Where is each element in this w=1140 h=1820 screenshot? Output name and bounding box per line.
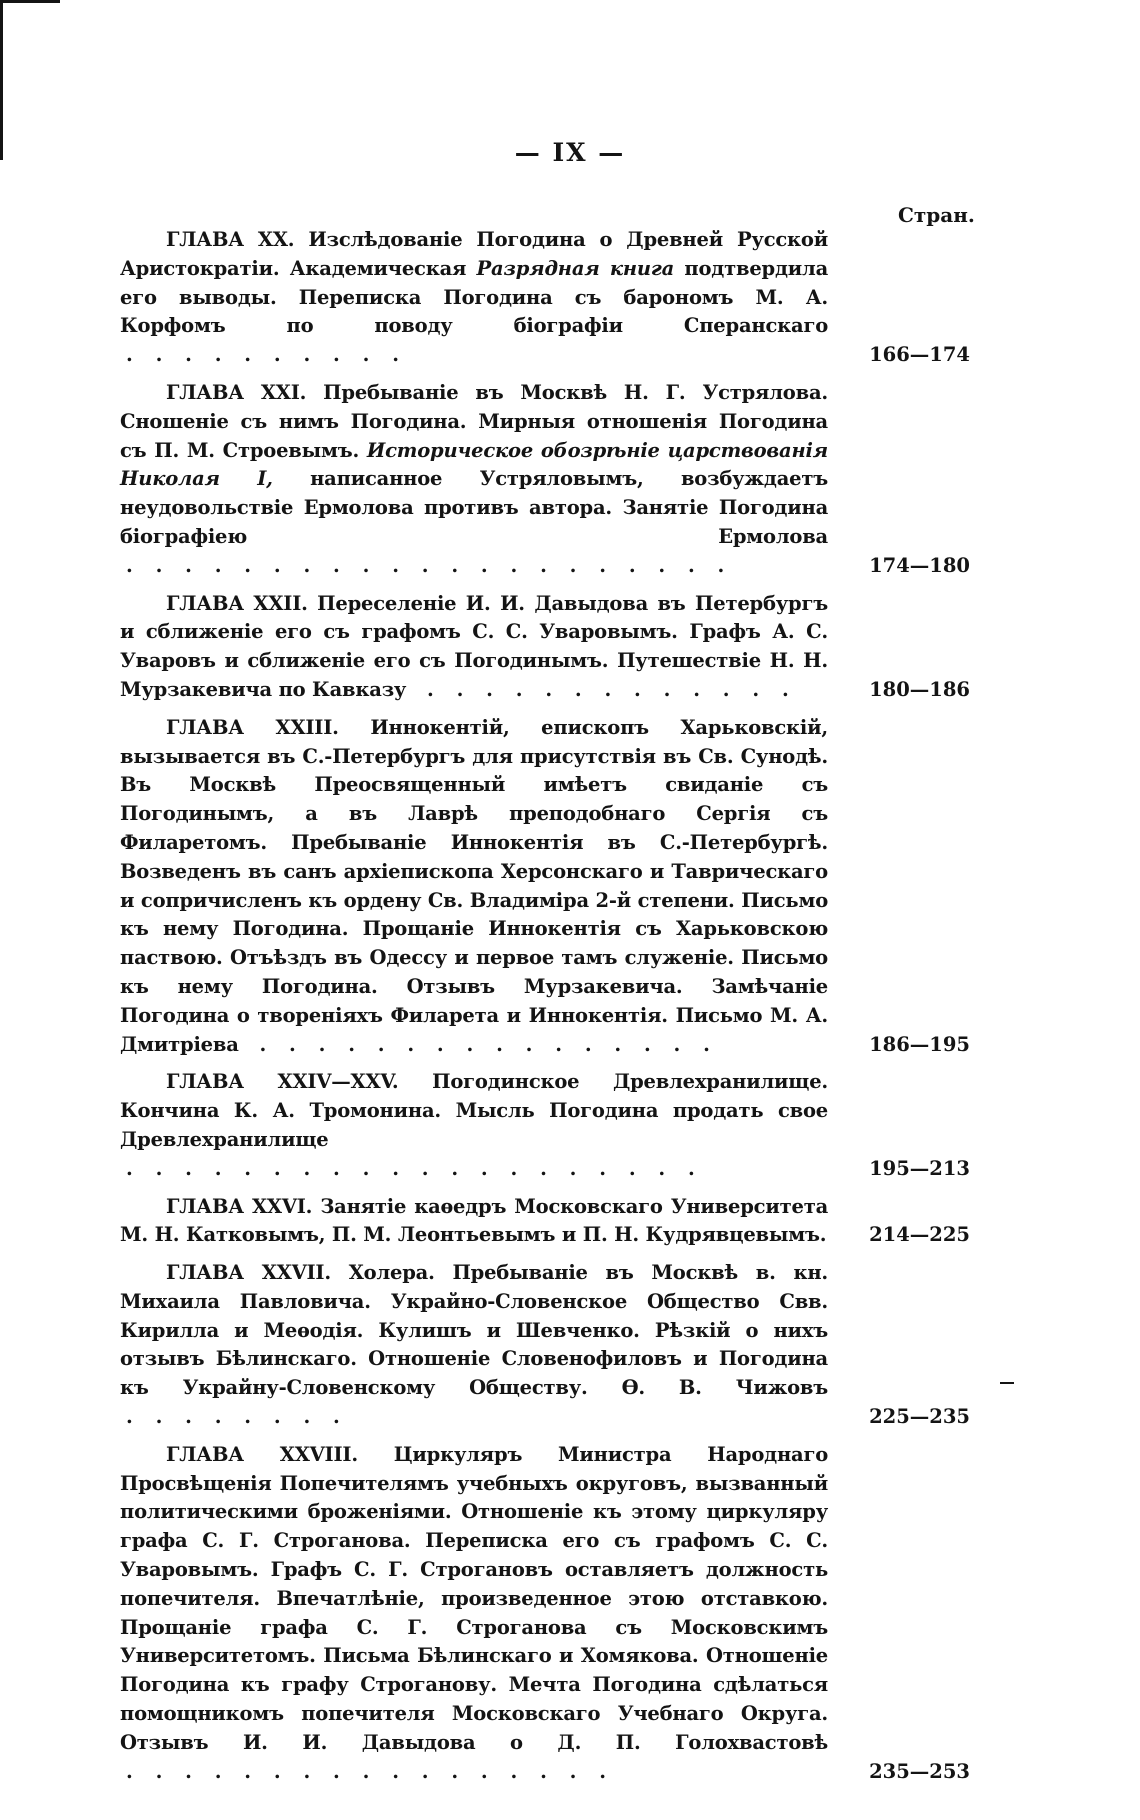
page-range: 195—213 [869,1156,970,1180]
chapter-label: ГЛАВА XXVII. [166,1261,331,1285]
leader-dots: . . . . . . . . . . . . . . . . . [126,1759,615,1783]
chapter-label: ГЛАВА XXIV—XXV. [166,1070,399,1094]
toc-entry [120,379,970,581]
page-range: 186—195 [869,1032,970,1056]
leader-dots: . . . . . . . . . . . . . . . . . . . . [126,1156,703,1180]
chapter-label: ГЛАВА XXVI. [166,1194,313,1218]
chapter-label: ГЛАВА XXII. [166,591,308,615]
page-range: 225—235 [869,1405,970,1429]
chapter-label: ГЛАВА XXVIII. [166,1442,358,1466]
page-range: 166—174 [869,343,970,367]
toc-entry [120,1259,970,1432]
toc-entry-text [120,590,828,705]
toc-entry [120,226,970,370]
chapter-label: ГЛАВА XXIII. [166,715,339,739]
toc-entry-text [120,1193,828,1251]
toc-entry [120,590,970,705]
italic-title: Разрядная книга [476,256,675,280]
entry-description-cont: подтвердила его выводы. Переписка Погодина съ барономъ М. А. Корфомъ по поводу біографіи Сперанскаго [120,256,828,338]
page-number: — IX — [514,138,626,167]
toc-entry [120,1193,970,1251]
toc-entry-text [120,379,828,581]
chapter-label: ГЛАВА XXI. [166,380,307,404]
toc-entry-text [120,226,828,370]
entry-description-cont: написанное Устряловымъ, возбуждаетъ неудовольствіе Ермолова противъ автора. Занятіе Погодина біографіею Ермолова [120,467,828,548]
chapter-label: ГЛАВА XX. [166,228,295,251]
page-range: 214—225 [869,1223,970,1247]
leader-dots: . . . . . . . . . . . . . . . . [244,1032,718,1056]
italic-title: Историческое обозрѣніе царствованія Николая I, [120,438,829,491]
entry-description: Иннокентій, епископъ Харьковскій, вызывается въ С.-Петербургъ для присутствія въ Св. Сунодѣ. Въ Москвѣ Преосвященный имѣетъ свиданіе съ Погодинымъ, а въ Лаврѣ преподобнаго Сергія съ Филаретомъ. Пребываніе Иннокентія въ С.-Петербургѣ. Возведенъ въ санъ архіепископа Херсонскаго и Таврическаго и сопричисленъ къ ордену Св. Владиміра 2-й степени. Письмо къ нему Погодина. Прощаніе Иннокентія съ Харьковскою паствою. Отъѣздъ въ Одессу и первое тамъ служеніе. Письмо къ нему Погодина. Отзывъ Мурзакевича. Замѣчаніе Погодина о твореніяхъ Филарета и Иннокентія. Письмо М. А. Дмитріева [120,715,828,1056]
toc-entry [120,1441,970,1787]
page-range: 174—180 [869,553,970,577]
scan-edge-mark [0,0,60,3]
leader-dots: . . . . . . . . . . . . . [412,677,797,701]
entry-description: Пребываніе въ Москвѣ Н. Г. Устрялова. Сношеніе съ нимъ Погодина. Мирныя отношенія Погодина съ П. М. Строевымъ. [120,380,828,462]
toc-entry-text [120,1441,828,1787]
pages-column-header: Стран. [898,203,975,227]
leader-dots: . . . . . . . . . . [126,343,407,367]
toc-entry [120,714,970,1060]
leader-dots: . . . . . . . . . . . . . . . . . . . . . [126,553,733,577]
entry-description: Циркуляръ Министра Народнаго Просвѣщенія Попечителямъ учебныхъ округовъ, вызванный политическими броженіями. Отношеніе къ этому циркуляру графа С. Г. Строганова. Переписка его съ графомъ С. С. Уваровымъ. Графъ С. Г. Строгановъ оставляетъ должность попечителя. Впечатлѣніе, произведенное этою отставкою. Прощаніе графа С. Г. Строганова съ Московскимъ Университетомъ. Письма Бѣлинскаго и Хомякова. Отношеніе Погодина къ графу Строганову. Мечта Погодина сдѣлаться помощникомъ попечителя Московскаго Учебнаго Округа. Отзывъ И. И. Давыдова о Д. П. Голохвастовѣ [120,1442,829,1754]
leader-dots: . . . . . . . . [126,1405,348,1429]
entry-description: Изслѣдованіе Погодина о Древней Русской Аристократіи. Академическая [120,228,828,280]
entry-description: Холера. Пребываніе въ Москвѣ в. кн. Михаила Павловича. Украйно-Словенское Общество Свв. Кирилла и Меѳодія. Кулишъ и Шевченко. Рѣзкій о нихъ отзывъ Бѣлинскаго. Отношеніе Словенофиловъ и Погодина къ Украйну-Словенскому Обществу. Ѳ. В. Чижовъ [120,1261,829,1400]
entry-description: Переселеніе И. И. Давыдова въ Петербургъ и сближеніе его съ графомъ С. С. Уваровымъ. Графъ А. С. Уваровъ и сближеніе его съ Погодинымъ. Путешествіе Н. Н. Мурзакевича по Кавказу [120,591,828,701]
table-of-contents [120,226,970,1795]
entry-description: Погодинское Древлехранилище. Кончина К. А. Тромонина. Мысль Погодина продать свое Древлехранилище [120,1070,828,1151]
toc-entry-text [120,1259,828,1432]
scan-dash-mark [1000,1382,1014,1384]
page-range: 235—253 [869,1759,970,1783]
toc-entry-text [120,714,828,1060]
scan-edge-mark [0,0,3,160]
page-range: 180—186 [869,677,970,701]
toc-entry [120,1068,970,1183]
entry-description: Занятіе каѳедръ Московскаго Университета М. Н. Катковымъ, П. М. Леонтьевымъ и П. Н. Кудрявцевымъ. [120,1194,829,1247]
toc-entry-text [120,1068,828,1183]
